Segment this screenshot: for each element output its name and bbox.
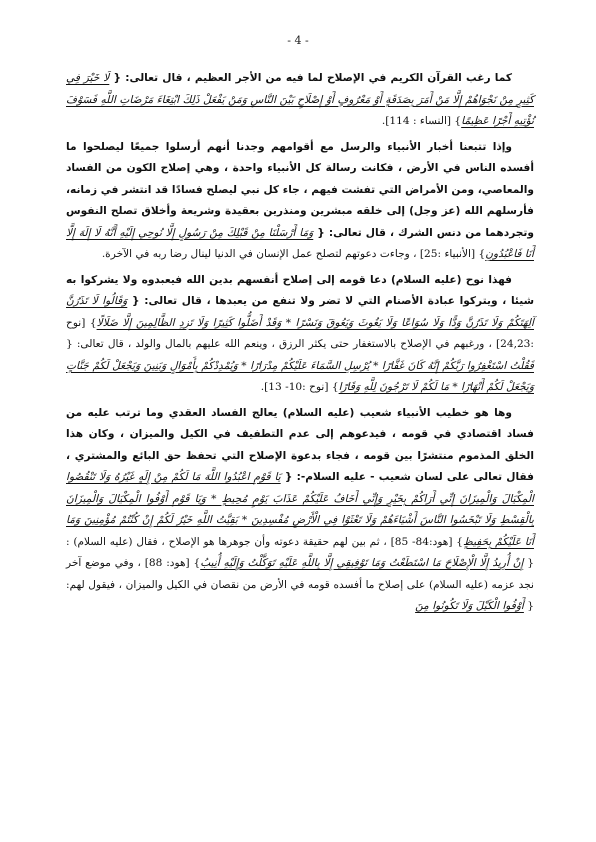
verse-citation: } [النساء : 114]. — [381, 115, 462, 127]
verse-citation: } [هود: 88] ، وفي موضع آخر نجد عزمه (عليه السلام) على إصلاح ما أفسده قومه في الأرض من نقصان في الكيل والميزان ، فيقول لهم: { — [66, 557, 534, 612]
quran-verse: إِنْ أُرِيدُ إِلَّا الْإِصْلَاحَ مَا اسْتَطَعْتُ وَمَا تَوْفِيقِي إِلَّا بِاللَّهِ عَلَيْهِ تَوَكَّلْتُ وَإِلَيْهِ أُنِيبُ — [200, 557, 524, 569]
quran-verse: لَا خَيْرَ فِي كَثِيرٍ مِنْ نَجْوَاهُمْ إِلَّا مَنْ أَمَرَ بِصَدَقَةٍ أَوْ مَعْرُوفٍ أَوْ إِصْلَاحٍ بَيْنَ النَّاسِ وَمَنْ يَفْعَلْ ذَلِكَ ابْتِغَاءَ مَرْضَاتِ اللَّهِ فَسَوْفَ نُؤْتِيهِ أَجْرًا عَظِيمًا — [66, 72, 534, 127]
verse-citation: } [هود:84- 85] ، ثم بين لهم حقيقة دعوته وأن جوهرها هو الإصلاح ، فقال (عليه السلام) : { — [66, 535, 534, 569]
quran-verse: يَا قَوْمِ اعْبُدُوا اللَّهَ مَا لَكُمْ مِنْ إِلَهٍ غَيْرُهُ وَلَا تَنْقُصُوا الْمِكْيَالَ وَالْمِيزَانَ إِنِّي أَرَاكُمْ بِخَيْرٍ وَإِنِّي أَخَافُ عَلَيْكُمْ عَذَابَ يَوْمٍ مُحِيطٍ * وَيَا قَوْمِ أَوْفُوا الْمِكْيَالَ وَالْمِيزَانَ بِالْقِسْطِ وَلَا تَبْخَسُوا النَّاسَ أَشْيَاءَهُمْ وَلَا تَعْثَوْا فِي الْأَرْضِ مُفْسِدِينَ * بَقِيَّتُ اللَّهِ خَيْرٌ لَكُمْ إِنْ كُنْتُمْ مُؤْمِنِينَ وَمَا أَنَا عَلَيْكُمْ بِحَفِيظٍ — [66, 471, 534, 548]
paragraph-3 — [66, 270, 534, 399]
paragraph-text: وها هو خطيب الأنبياء شعيب (عليه السلام) يعالج الفساد العقدي وما ترتب عليه من فساد اقتصادي في قومه ، فيدعوهم إلى عدم التطفيف في الكيل والميزان ، وكان هذا الخلق المذموم منتشرًا بين قومه ، فجاء بدعوة الإصلاح التي تحفظ حق البائع والمشتري ، فقال تعالى على لسان شعيب - عليه السلام-: { — [66, 406, 534, 483]
paragraph-1 — [66, 68, 534, 133]
quran-verse: وَمَا أَرْسَلْنَا مِنْ قَبْلِكَ مِنْ رَسُولٍ إِلَّا نُوحِي إِلَيْهِ أَنَّهُ لَا إِلَهَ إِلَّا أَنَا فَاعْبُدُونِ — [66, 226, 534, 260]
paragraph-text: وإذا تتبعنا أخبار الأنبياء والرسل مع أقوامهم وجدنا أنهم أرسلوا جميعًا ليصلحوا ما أفسده الناس في الأرض ، فكانت رسالة كل الأنبياء واحدة ، وهي إصلاح الكون من الفساد والمعاصي، ومن الأمراض التي تفشت فيهم ، جاء كل نبي ليصلح فسادًا قد انتشر في زمانه، فأرسلهم الله (عز وجل) إلى خلقه مبشرين ومنذرين بعقيدة وشريعة وأخلاق تصلح النفوس وتجردهما من دنس الشرك ، قال تعالى: { — [66, 140, 534, 239]
quran-verse: فَقُلْتُ اسْتَغْفِرُوا رَبَّكُمْ إِنَّهُ كَانَ غَفَّارًا * يُرْسِلِ السَّمَاءَ عَلَيْكُمْ مِدْرَارًا * وَيُمْدِدْكُمْ بِأَمْوَالٍ وَبَنِينَ وَيَجْعَلْ لَكُمْ جَنَّاتٍ وَيَجْعَلْ لَكُمْ أَنْهَارًا * مَا لَكُمْ لَا تَرْجُونَ لِلَّهِ وَقَارًا — [66, 359, 534, 393]
quran-verse: وَقَالُوا لَا تَذَرُنَّ آلِهَتَكُمْ وَلَا تَذَرُنَّ وَدًّا وَلَا سُوَاعًا وَلَا يَغُوثَ وَيَعُوقَ وَنَسْرًا * وَقَدْ أَضَلُّوا كَثِيرًا وَلَا تَزِدِ الظَّالِمِينَ إِلَّا ضَلَالًا — [66, 295, 534, 329]
paragraph-4 — [66, 403, 534, 618]
paragraph-text: فهذا نوح (عليه السلام) دعا قومه إلى إصلاح أنفسهم بدين الله فيعبدوه ولا يشركوا به شيئا ، ويتركوا عبادة الأصنام التي لا تضر ولا تنفع من يعبدها ، قال تعالى: { — [66, 273, 535, 307]
document-body — [66, 68, 534, 622]
verse-citation: } [الأنبياء :25] ، وجاءت دعوتهم لتصلح عمل الإنسان في الدنيا لينال رضا ربه في الآخرة. — [101, 248, 486, 260]
quran-verse: أَوْفُوا الْكَيْلَ وَلَا تَكُونُوا مِنَ — [415, 600, 524, 612]
verse-citation: } [نوح :10- 13]. — [260, 381, 339, 393]
paragraph-2 — [66, 137, 534, 266]
paragraph-text: كما رغب القرآن الكريم في الإصلاح لما فيه من الأجر العظيم ، قال تعالى: { — [109, 72, 512, 84]
verse-citation: } [نوح :24,23] ، ورغبهم في الإصلاح بالاستغفار حتى يكثر الرزق ، وينعم الله عليهم بالمال والولد ، قال تعالى: { — [66, 316, 534, 350]
page-number: - 4 - — [287, 34, 309, 47]
